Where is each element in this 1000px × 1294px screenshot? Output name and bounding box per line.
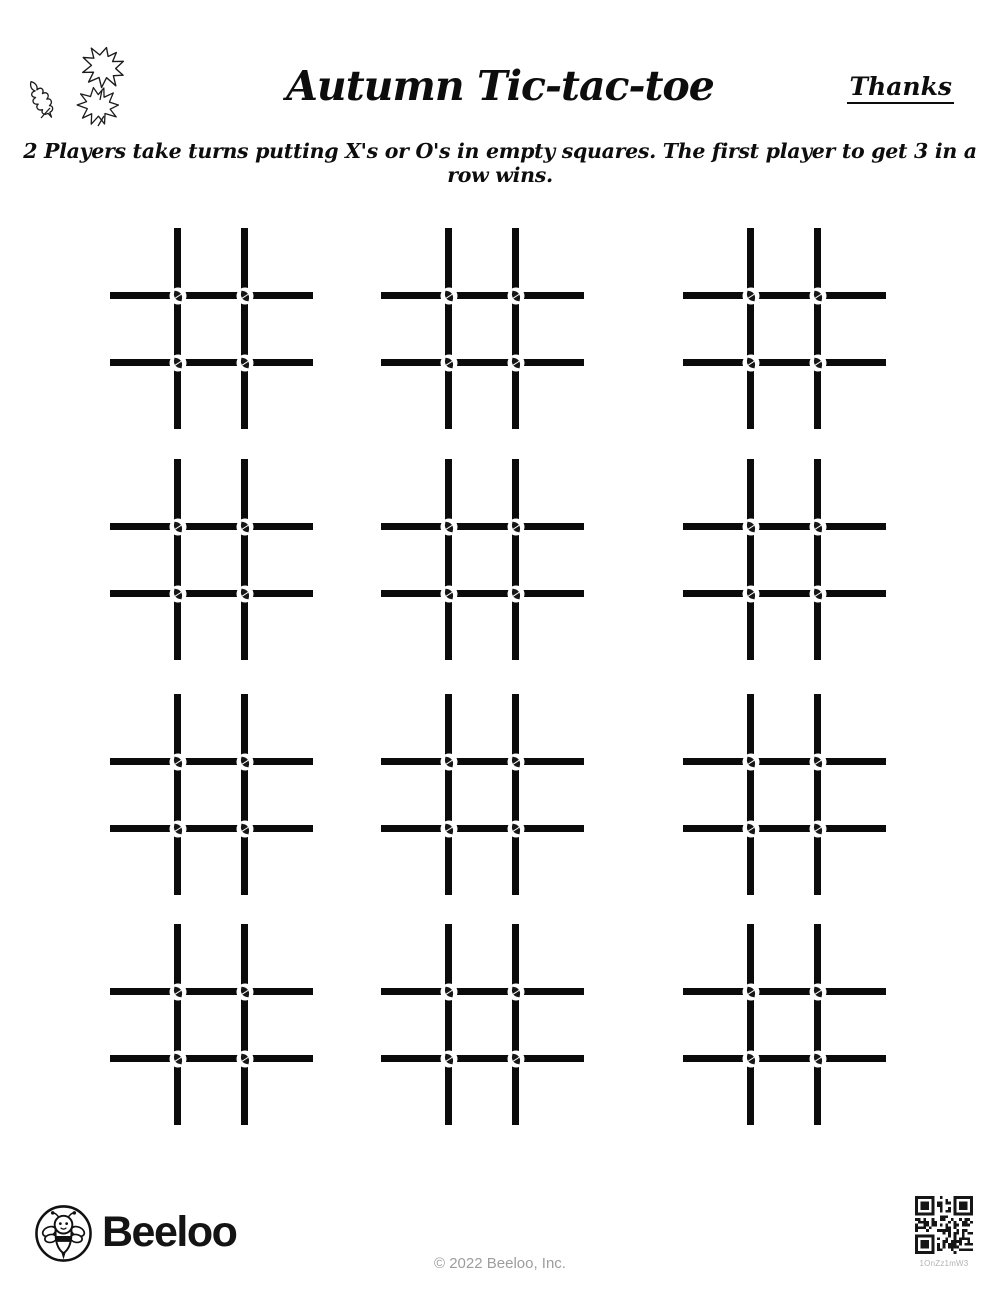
leaf-icon <box>237 1050 254 1067</box>
grid-line-horizontal <box>381 359 584 366</box>
grid-line-vertical <box>814 459 821 660</box>
tictactoe-board <box>683 694 886 895</box>
leaf-icon <box>742 1050 759 1067</box>
leaf-icon <box>508 518 525 535</box>
grid-line-vertical <box>512 694 519 895</box>
leaf-icon <box>810 287 827 304</box>
leaf-icon <box>169 585 186 602</box>
grid-line-vertical <box>512 228 519 429</box>
leaf-icon <box>169 1050 186 1067</box>
leaf-icon <box>742 983 759 1000</box>
leaf-icon <box>169 983 186 1000</box>
leaf-icon <box>810 820 827 837</box>
grid-line-horizontal <box>381 825 584 832</box>
grid-line-horizontal <box>110 758 313 765</box>
qr-caption: 1OnZz1mW3 <box>919 1259 969 1268</box>
grid-line-horizontal <box>110 590 313 597</box>
leaf-icon <box>440 1050 457 1067</box>
leaf-icon <box>742 518 759 535</box>
tictactoe-board <box>381 924 584 1125</box>
grid-line-vertical <box>241 228 248 429</box>
grid-line-vertical <box>241 459 248 660</box>
leaf-icon <box>237 820 254 837</box>
grid-line-vertical <box>174 459 181 660</box>
leaf-icon <box>742 287 759 304</box>
thanks-link[interactable]: Thanks <box>847 72 954 104</box>
grid-line-horizontal <box>110 1055 313 1062</box>
grid-line-vertical <box>445 228 452 429</box>
tictactoe-board <box>110 694 313 895</box>
leaf-icon <box>810 518 827 535</box>
tictactoe-board <box>381 228 584 429</box>
grid-line-vertical <box>747 694 754 895</box>
grid-line-horizontal <box>683 523 886 530</box>
tictactoe-board <box>110 228 313 429</box>
tictactoe-board <box>683 924 886 1125</box>
grid-line-vertical <box>814 694 821 895</box>
leaf-icon <box>440 518 457 535</box>
grid-line-horizontal <box>110 988 313 995</box>
grid-line-horizontal <box>381 988 584 995</box>
leaf-icon <box>440 820 457 837</box>
leaf-icon <box>810 753 827 770</box>
grid-line-horizontal <box>110 292 313 299</box>
grid-line-horizontal <box>381 758 584 765</box>
leaf-icon <box>742 820 759 837</box>
leaf-icon <box>508 983 525 1000</box>
leaf-icon <box>237 287 254 304</box>
tictactoe-board <box>381 459 584 660</box>
leaf-icon <box>440 753 457 770</box>
page-title: Autumn Tic-tac-toe <box>286 62 714 110</box>
leaf-icon <box>440 585 457 602</box>
leaf-icon <box>508 585 525 602</box>
grid-line-horizontal <box>110 523 313 530</box>
tictactoe-board <box>683 228 886 429</box>
qr-block <box>914 1196 974 1268</box>
grid-line-vertical <box>512 459 519 660</box>
grid-line-horizontal <box>381 1055 584 1062</box>
leaf-icon <box>169 820 186 837</box>
leaf-icon <box>169 518 186 535</box>
leaf-icon <box>237 585 254 602</box>
grid-line-vertical <box>814 924 821 1125</box>
tictactoe-board <box>110 924 313 1125</box>
leaf-icon <box>440 287 457 304</box>
leaf-icon <box>810 983 827 1000</box>
grid-line-vertical <box>814 228 821 429</box>
grid-line-vertical <box>445 924 452 1125</box>
grid-line-horizontal <box>381 590 584 597</box>
grid-line-vertical <box>174 228 181 429</box>
instructions-text: 2 Players take turns putting X's or O's in empty squares. The first player to get 3 in a row wins. <box>23 139 977 187</box>
leaf-icon <box>237 753 254 770</box>
leaf-icon <box>742 585 759 602</box>
grid-line-vertical <box>174 694 181 895</box>
grid-line-horizontal <box>381 292 584 299</box>
grid-line-vertical <box>241 924 248 1125</box>
grid-line-horizontal <box>381 523 584 530</box>
leaf-icon <box>508 287 525 304</box>
tictactoe-board <box>683 459 886 660</box>
qr-code <box>915 1239 973 1258</box>
grid-line-horizontal <box>683 359 886 366</box>
copyright-text: © 2022 Beeloo, Inc. <box>434 1255 566 1272</box>
grid-line-horizontal <box>683 825 886 832</box>
leaf-icon <box>169 354 186 371</box>
leaf-icon <box>169 753 186 770</box>
grid-line-vertical <box>747 228 754 429</box>
brand-wordmark: Beeloo <box>102 1208 237 1256</box>
leaf-icon <box>237 354 254 371</box>
leaf-icon <box>508 354 525 371</box>
leaf-icon <box>742 753 759 770</box>
leaf-icon <box>508 753 525 770</box>
grid-line-vertical <box>747 459 754 660</box>
grid-line-horizontal <box>110 825 313 832</box>
grid-line-vertical <box>174 924 181 1125</box>
grid-line-horizontal <box>683 590 886 597</box>
leaf-icon <box>440 354 457 371</box>
leaf-icon <box>810 585 827 602</box>
leaf-icon <box>440 983 457 1000</box>
leaf-icon <box>742 354 759 371</box>
leaf-icon <box>169 287 186 304</box>
grid-line-horizontal <box>110 359 313 366</box>
tictactoe-board <box>381 694 584 895</box>
grid-line-vertical <box>445 694 452 895</box>
tictactoe-board <box>110 459 313 660</box>
grid-line-vertical <box>241 694 248 895</box>
grid-line-vertical <box>512 924 519 1125</box>
leaf-icon <box>508 820 525 837</box>
leaf-icon <box>810 1050 827 1067</box>
grid-line-horizontal <box>683 1055 886 1062</box>
leaf-icon <box>237 518 254 535</box>
grid-line-horizontal <box>683 758 886 765</box>
grid-line-vertical <box>445 459 452 660</box>
leaf-icon <box>508 1050 525 1067</box>
grid-line-vertical <box>747 924 754 1125</box>
leaf-icon <box>237 983 254 1000</box>
grid-line-horizontal <box>683 988 886 995</box>
leaf-icon <box>810 354 827 371</box>
grid-line-horizontal <box>683 292 886 299</box>
